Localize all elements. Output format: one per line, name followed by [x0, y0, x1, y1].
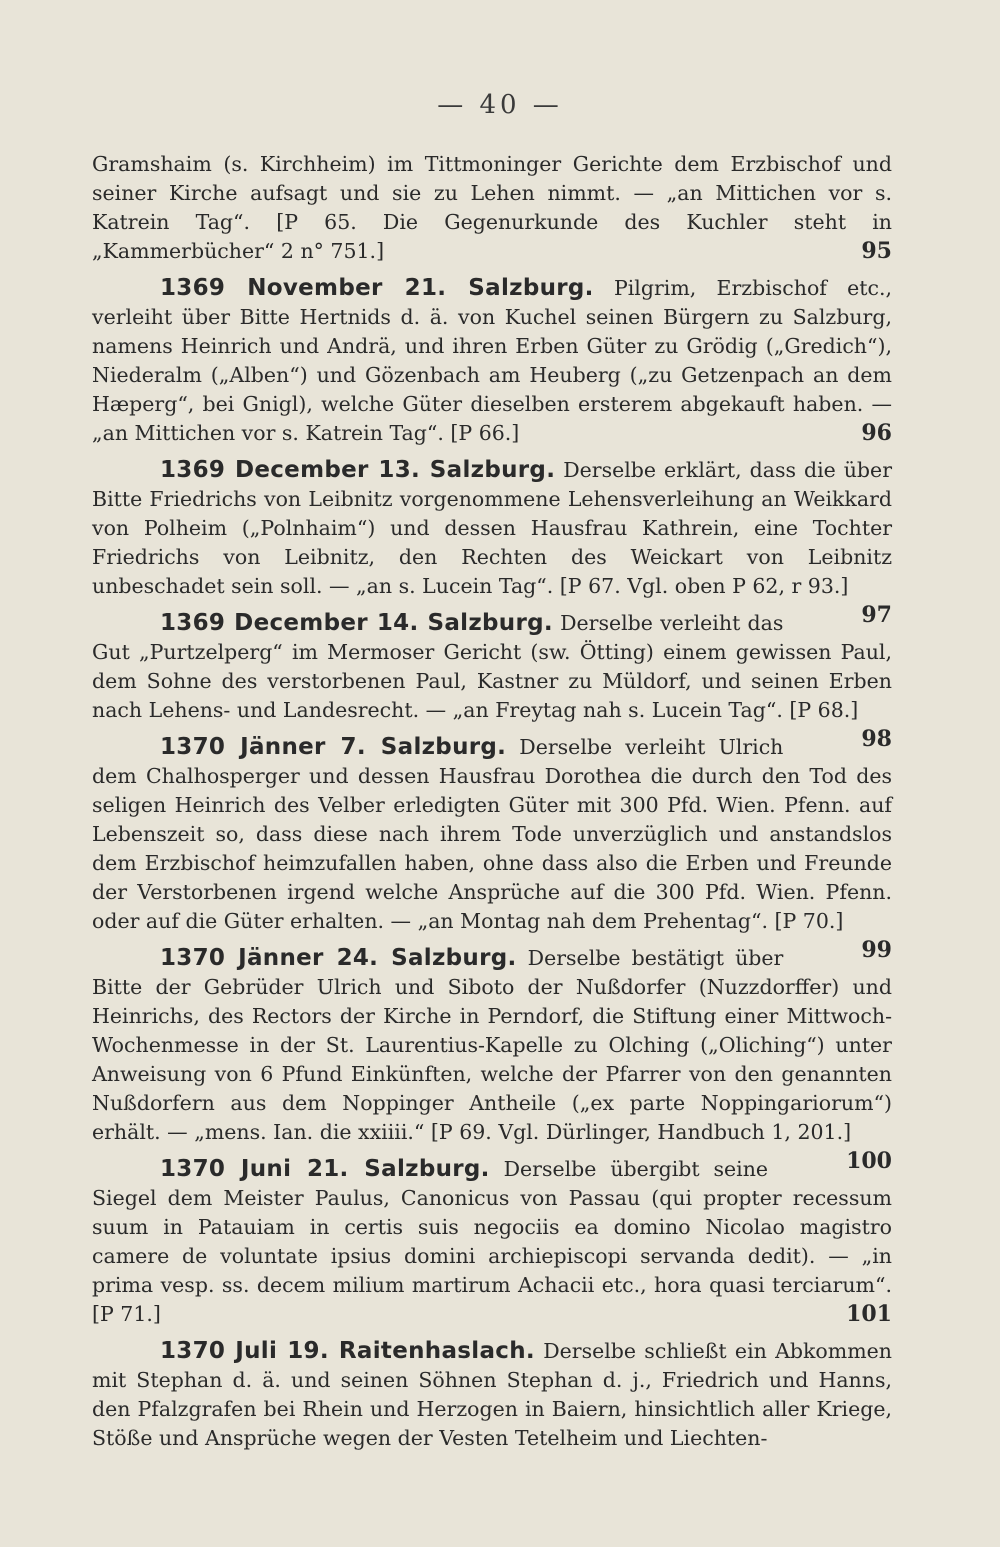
- entry-102: [92, 1337, 892, 1453]
- entry-text: Derselbe bestätigt über Bitte der Gebrüder Ulrich und Siboto der Nußdorfer (Nuzzdorffer) und Heinrichs, des Rectors der Kirche in Perndorf, die Stiftung einer Mittwoch-Wochenmesse in der St. Laurentius-Kapelle zu Olching („Oliching“) unter Anweisung von 6 Pfund Einkünften, welche der Pfarrer von den genannten Nußdorfern aus dem Noppinger Antheile („ex parte Noppingariorum“) erhält. — „mens. Ian. die xxiiii.“ [P 69. Vgl. Dürlinger, Handbuch 1, 201.]: [92, 946, 892, 1144]
- entry-text: Derselbe übergibt seine Siegel dem Meister Paulus, Canonicus von Passau (qui propter recessum suum in Patauiam in certis suis negociis ea domino Nicolao magistro camere de voluntate ipsius domini archiepiscopi servanda dedit). — „in prima vesp. ss. decem milium martirum Achacii etc., hora quasi terciarum“. [P 71.]: [92, 1157, 892, 1326]
- entry-heading: 1370 Jänner 7. Salzburg.: [160, 734, 507, 760]
- document-number: 101: [846, 1301, 892, 1327]
- entry-text: Derselbe erklärt, dass die über Bitte Friedrichs von Leibnitz vorgenommene Lehensverleihung an Weikkard von Polheim („Polnhaim“) und dessen Hausfrau Kathrein, eine Tochter Friedrichs von Leibnitz, den Rechten des Weickart von Leibnitz unbeschadet sein soll. — „an s. Lucein Tag“. [P 67. Vgl. oben P 62, r 93.]: [92, 458, 892, 598]
- entry-heading: 1370 Juli 19. Raitenhaslach.: [160, 1338, 535, 1364]
- entry-text: Derselbe schließt ein Abkommen mit Stephan d. ä. und seinen Söhnen Stephan d. j., Friedrich und Hanns, den Pfalzgrafen bei Rhein und Herzogen in Baiern, hinsichtlich aller Kriege, Stöße und Ansprüche wegen der Vesten Tetelheim und Liechten-: [92, 1339, 892, 1450]
- document-number: 97: [861, 602, 892, 628]
- entry-heading: 1369 December 14. Salzburg.: [160, 610, 553, 636]
- entry-text: Derselbe verleiht das Gut „Purtzelperg“ im Mermoser Gericht (sw. Ötting) einem gewissen Paul, dem Sohne des verstorbenen Paul, Kastner zu Müldorf, und seinen Erben nach Lehens- und Landesrecht. — „an Freytag nah s. Lucein Tag“. [P 68.]: [92, 611, 892, 722]
- intro-paragraph: [92, 150, 892, 266]
- entry-heading: 1369 November 21. Salzburg.: [160, 275, 594, 301]
- entry-heading: 1370 Juni 21. Salzburg.: [160, 1156, 490, 1182]
- document-number: 96: [861, 420, 892, 446]
- entry-96: [92, 274, 892, 448]
- document-number: 98: [861, 726, 892, 752]
- entry-text: Derselbe verleiht Ulrich dem Chalhosperger und dessen Hausfrau Dorothea die durch den Tod des seligen Heinrich des Velber erledigten Güter mit 300 Pfd. Wien. Pfenn. auf Lebenszeit so, dass diese nach ihrem Tode unverzüglich und anstandslos dem Erzbischof heimzufallen haben, ohne dass also die Erben und Freunde der Verstorbenen irgend welche Ansprüche auf die 300 Pfd. Wien. Pfenn. oder auf die Güter erhalten. — „an Montag nah dem Prehentag“. [P 70.]: [92, 735, 892, 933]
- entry-text: Pilgrim, Erzbischof etc., verleiht über Bitte Hertnids d. ä. von Kuchel seinen Bürgern zu Salzburg, namens Heinrich und Andrä, und ihren Erben Güter zu Grödig („Gredich“), Niederalm („Alben“) und Gözenbach am Heuberg („zu Getzenpach an dem Hæperg“, bei Gnigl), welche Güter dieselben ersterem abgekauft haben. — „an Mittichen vor s. Katrein Tag“. [P 66.]: [92, 276, 892, 445]
- entry-heading: 1370 Jänner 24. Salzburg.: [160, 945, 517, 971]
- intro-text: Gramshaim (s. Kirchheim) im Tittmoninger Gerichte dem Erzbischof und seiner Kirche aufsagt und sie zu Lehen nimmt. — „an Mittichen vor s. Katrein Tag“. [P 65. Die Gegenurkunde des Kuchler steht in „Kammerbücher“ 2 n° 751.]: [92, 152, 892, 263]
- entry-101: [92, 1155, 892, 1329]
- document-body: [92, 150, 892, 1453]
- page-number: — 40 —: [437, 90, 563, 120]
- document-number: 95: [861, 238, 892, 264]
- document-number: 99: [861, 937, 892, 963]
- entry-heading: 1369 December 13. Salzburg.: [160, 457, 556, 483]
- document-number: 100: [846, 1148, 892, 1174]
